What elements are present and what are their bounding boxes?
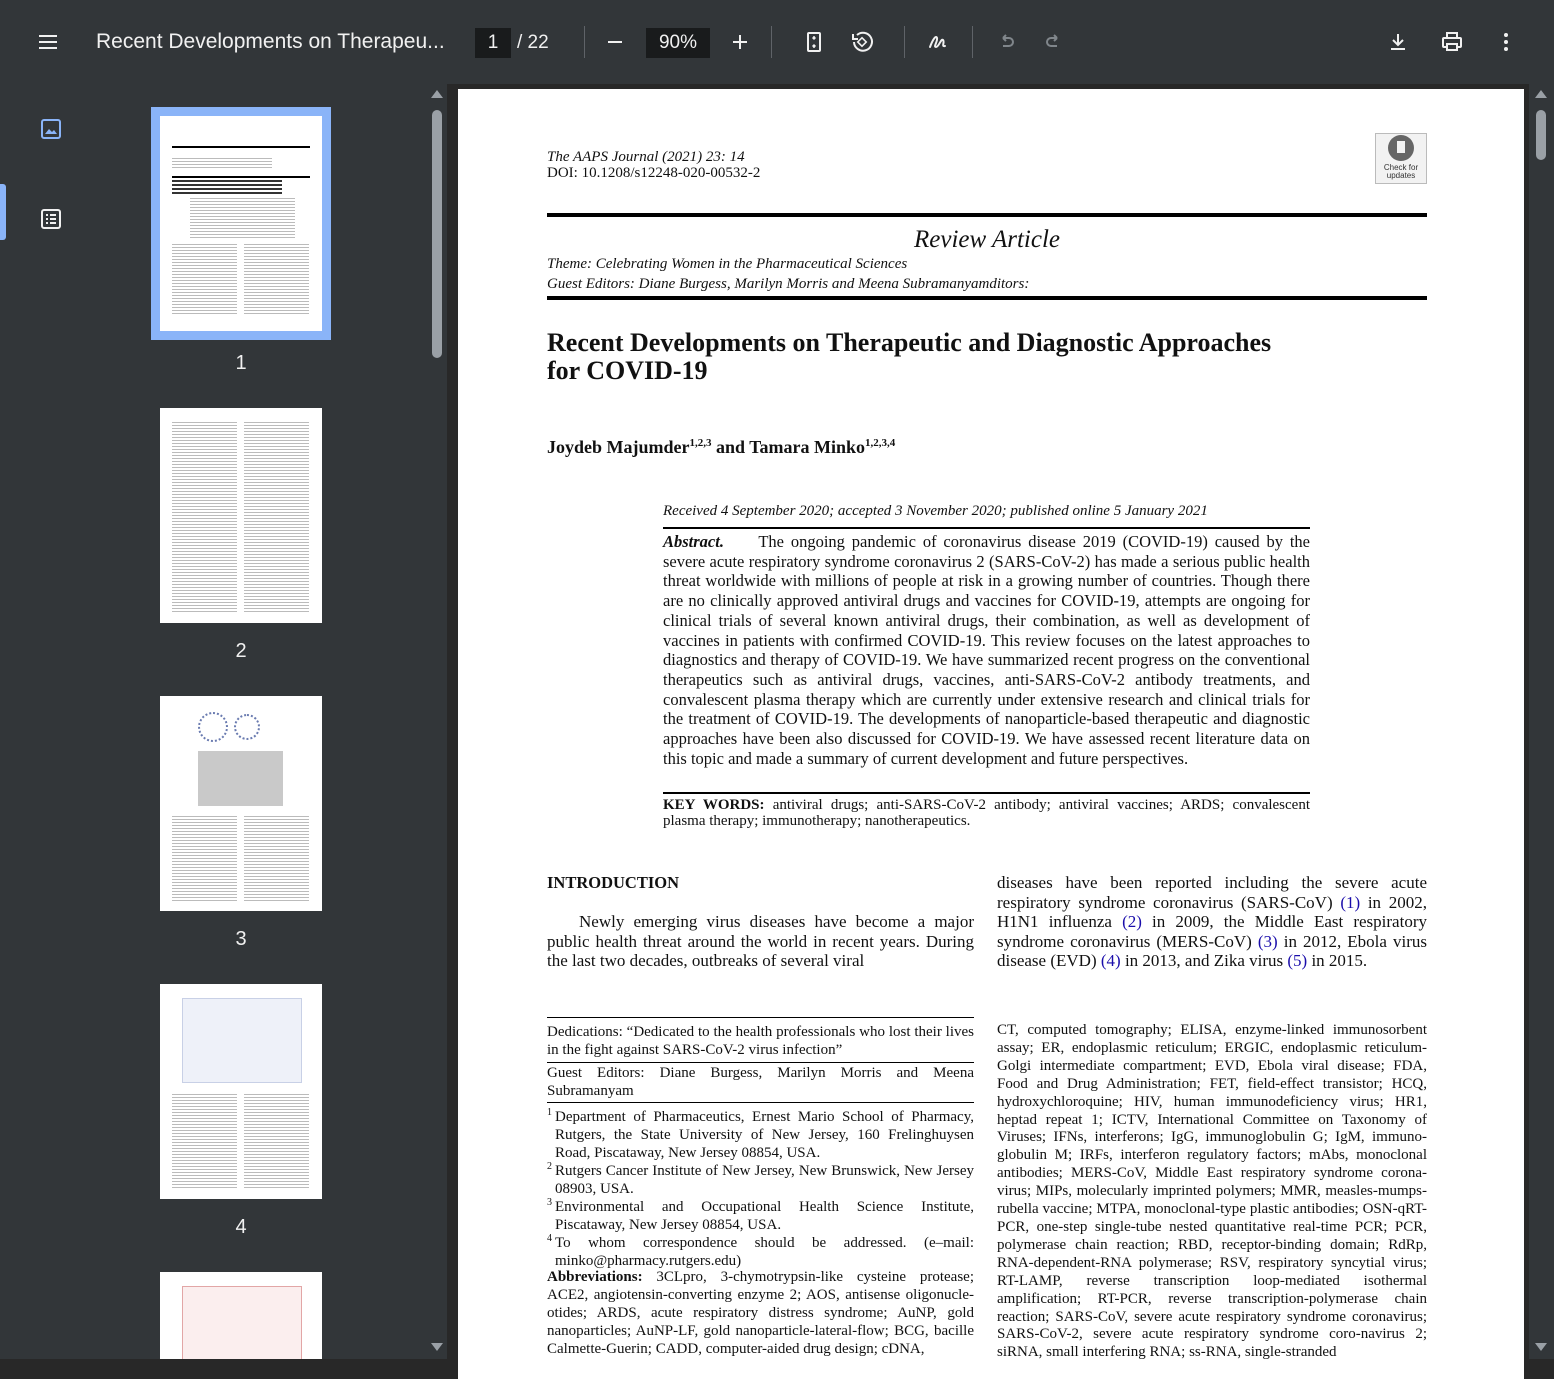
scrollbar-thumb[interactable] <box>1536 110 1546 160</box>
text-run: in 2015. <box>1307 951 1368 971</box>
authors <box>547 437 895 458</box>
citation-link[interactable]: (3) <box>1257 931 1278 951</box>
affiliation <box>547 1108 974 1162</box>
guest-editors-footnote: Guest Editors: Diane Burgess, Marilyn Morris and Meena Subramanyam <box>547 1065 974 1099</box>
page-thumbnail[interactable] <box>160 696 322 911</box>
bookmark-icon <box>1388 135 1414 161</box>
citation-link[interactable]: (2) <box>1122 912 1142 932</box>
abbreviations-right: CT, computed tomography; ELISA, enzyme-linked immunosorbent assay; ER, endoplasmic reticulum; ERGIC, endoplasmic reticulum-Golgi intermediate compartment; EVD, Ebola viral disease; FDA, Food and Drug Administration; FET, field-effect transistor; HCQ, hydroxychloroquine; HIV, human immunodeficiency virus; HR1, heptad repeat 1; ICTV, International Committee on Taxonomy of Viruses; IFNs, interferons; IgG, immunoglobulin G; IgM, immuno-globulin M; IRFs, interferon regulatory factors; mAbs, monoclonal antibodies; MERS-CoV, Middle East respiratory syndrome corona-virus; MIPs, molecularly imprinted polymers; MMR, measles-mumps-rubella vaccine; MTPA, monoclonal-type plastic antibodies; OSN-qRT-PCR, one-step single-tube nested quantitative real-time PCR; PCR, polymerase chain reaction; RBD, receptor-binding domain; RdRp, RNA-dependent-RNA polymerase; RSV, respiratory syncytial virus; RT-LAMP, reverse transcription loop-mediated isothermal amplification; RT-PCR, reverse transcription-polymerase chain reaction; SARS-CoV, severe acute respiratory syndrome coronavirus; SARS-CoV-2, severe acute respiratory syndrome coro-navirus 2; siRNA, small interfering RNA; ss-RNA, single-stranded <box>997 1022 1427 1361</box>
citation-link[interactable]: (4) <box>1100 951 1121 971</box>
dedication: Dedications: “Dedicated to the health professionals who lost their lives in the fight against SARS-CoV-2 virus infection” <box>547 1024 974 1058</box>
footnote-rule <box>547 1017 974 1018</box>
keywords <box>663 797 1310 829</box>
check-for-updates-badge[interactable] <box>1375 133 1427 184</box>
toolbar-divider <box>771 26 772 58</box>
guest-editors-line: Guest Editors: Diane Burgess, Marilyn Morris and Meena Subramanyamditors: <box>547 276 1030 292</box>
article-type: Review Article <box>913 226 1060 253</box>
thumbnail-panel <box>102 84 427 1359</box>
keywords-label: KEY WORDS: <box>663 797 765 813</box>
undo-icon[interactable] <box>986 22 1026 62</box>
thumbnails-view-icon[interactable] <box>30 108 72 150</box>
annotate-icon[interactable] <box>918 22 958 62</box>
thumbnail-label: 4 <box>235 1216 247 1238</box>
footnote-rule <box>547 1102 974 1103</box>
check-updates-label: Check for updates <box>1383 163 1419 180</box>
zoom-in-button[interactable] <box>720 22 760 62</box>
menu-icon[interactable] <box>28 22 68 62</box>
document-scrollbar[interactable] <box>1529 84 1554 1359</box>
affiliation-number: 2 <box>547 1161 552 1172</box>
download-icon[interactable] <box>1378 22 1418 62</box>
affiliation-text: Department of Pharmaceutics, Ernest Mario School of Pharmacy, Rutgers, the State University of New Jersey, 160 Frelinghuysen Road, Piscataway, New Jersey 08854, USA. <box>555 1109 974 1161</box>
affiliation-text: To whom correspondence should be addressed. (e–mail: minko@pharmacy.rutgers.edu) <box>555 1235 974 1269</box>
doi: DOI: 10.1208/s12248-020-00532-2 <box>547 165 761 181</box>
document-title: Recent Developments on Therapeu... <box>96 30 445 53</box>
received-dates: Received 4 September 2020; accepted 3 November 2020; published online 5 January 2021 <box>663 503 1208 519</box>
rotate-icon[interactable] <box>842 22 882 62</box>
scroll-down-arrow-icon[interactable] <box>431 1343 443 1351</box>
sidebar-rail <box>0 84 102 1359</box>
thumbnail-label: 3 <box>235 928 247 950</box>
page-thumbnail[interactable] <box>160 1272 322 1359</box>
affiliation-number: 1 <box>547 1107 552 1118</box>
fit-page-icon[interactable] <box>794 22 834 62</box>
citation-link[interactable]: (5) <box>1287 951 1308 971</box>
toolbar-divider <box>972 26 973 58</box>
abbreviations-label: Abbreviations: <box>547 1269 643 1285</box>
text-run: in 2009, the Middle East respiratory syndrome coronavirus (MERS-CoV) <box>997 912 1427 951</box>
redo-icon[interactable] <box>1034 22 1074 62</box>
more-options-icon[interactable] <box>1486 22 1526 62</box>
text-run: in 2012, Ebola virus disease (EVD) <box>997 931 1427 971</box>
thumbnail-scrollbar[interactable] <box>427 84 447 1359</box>
intro-paragraph-continued <box>997 873 1427 971</box>
affiliation-number: 4 <box>547 1233 552 1244</box>
journal-citation: The AAPS Journal (2021) 23: 14 <box>547 149 745 165</box>
toolbar-divider <box>904 26 905 58</box>
pdf-toolbar <box>0 0 1554 84</box>
text-run: in 2013, and Zika virus <box>1120 951 1288 971</box>
thumbnail-label: 2 <box>235 640 247 662</box>
citation-link[interactable]: (1) <box>1340 892 1361 912</box>
intro-paragraph: Newly emerging virus diseases have become a major public health threat around the world in recent years. During the last two decades, outbreaks of several viral <box>547 912 974 971</box>
author-affiliation: 1,2,3,4 <box>865 437 896 449</box>
scroll-up-arrow-icon[interactable] <box>431 90 443 98</box>
affiliation <box>547 1198 974 1234</box>
scroll-down-arrow-icon[interactable] <box>1535 1343 1547 1351</box>
abbreviations-text: 3CLpro, 3-chymotrypsin-like cysteine protease; ACE2, angiotensin-converting enzyme 2; AOS, antisense oligonucle-otides; ARDS, acute respiratory distress syndrome; AuNP, gold nanoparticles; AuNP-LF, gold nanoparticle-lateral-flow; BCG, bacille Calmette-Guerin; CADD, computer-aided drug design; cDNA, <box>547 1269 974 1357</box>
author-name: Joydeb Majumder <box>547 437 690 457</box>
abstract-rule <box>663 792 1310 794</box>
abbreviations-left <box>547 1269 974 1359</box>
page-total: / 22 <box>517 32 549 53</box>
article-title: Recent Developments on Therapeutic and Diagnostic Approaches for COVID-19 <box>547 328 1272 385</box>
section-heading: INTRODUCTION <box>547 873 680 892</box>
affiliation-text: Rutgers Cancer Institute of New Jersey, New Brunswick, New Jersey 08903, USA. <box>555 1163 974 1197</box>
print-icon[interactable] <box>1432 22 1472 62</box>
text-run: diseases have been reported including the severe acute respiratory syndrome coronavirus (SARS-CoV) <box>997 873 1427 912</box>
keywords-text: antiviral drugs; anti-SARS-CoV-2 antibody; antiviral vaccines; ARDS; convalescent plasma therapy; immunotherapy; nanotherapeutics. <box>663 797 1311 829</box>
page-thumbnail[interactable] <box>160 116 322 331</box>
header-rule <box>547 296 1427 300</box>
abstract-rule <box>663 527 1310 529</box>
theme-line: Theme: Celebrating Women in the Pharmaceutical Sciences <box>547 256 908 272</box>
zoom-out-button[interactable] <box>595 22 635 62</box>
affiliation-number: 3 <box>547 1197 552 1208</box>
page-thumbnail[interactable] <box>160 984 322 1199</box>
text-run: in 2002, H1N1 influenza <box>997 892 1427 932</box>
toolbar-divider <box>584 26 585 58</box>
abstract <box>663 532 1310 768</box>
header-rule <box>547 213 1427 217</box>
scrollbar-thumb[interactable] <box>432 110 442 358</box>
scroll-up-arrow-icon[interactable] <box>1535 90 1547 98</box>
affiliation <box>547 1162 974 1198</box>
zoom-level-input[interactable]: 90% <box>646 28 710 58</box>
abstract-label: Abstract. <box>663 532 724 551</box>
footnote-rule <box>547 1062 974 1063</box>
page-thumbnail[interactable] <box>160 408 322 623</box>
author-affiliation: 1,2,3 <box>689 437 712 449</box>
active-indicator <box>0 184 6 240</box>
affiliation-text: Environmental and Occupational Health Science Institute, Piscataway, New Jersey 08854, USA. <box>555 1199 974 1233</box>
outline-view-icon[interactable] <box>30 198 72 240</box>
abstract-text: The ongoing pandemic of coronavirus disease 2019 (COVID-19) caused by the severe acute respiratory syndrome coronavirus 2 (SARS-CoV-2) has made a serious public health threat worldwide with millions of people at risk in a growing number of countries. Though there are no clinically approved antiviral drugs and vaccines for COVID-19, attempts are ongoing for clinical trials of several known antiviral drugs, their combination, as well as development of vaccines in patients with confirmed COVID-19. This review focuses on the latest approaches to diagnostics and therapy of COVID-19. We have summarized recent progress on the conventional therapeutics such as antiviral drugs, vaccines, anti-SARS-CoV-2 antibody treatments, and convalescent plasma therapy which are currently under extensive research and clinical trials for the treatment of COVID-19. The developments of nanoparticle-based therapeutic and diagnostic approaches have been also discussed for COVID-19. We have assessed recent literature data on this topic and made a summary of current development and future perspectives. <box>663 532 1310 768</box>
pdf-page <box>458 89 1524 1379</box>
thumbnail-label: 1 <box>235 352 247 374</box>
author-name: and Tamara Minko <box>711 437 866 457</box>
page-number-input[interactable]: 1 <box>475 28 511 58</box>
affiliation <box>547 1234 974 1270</box>
